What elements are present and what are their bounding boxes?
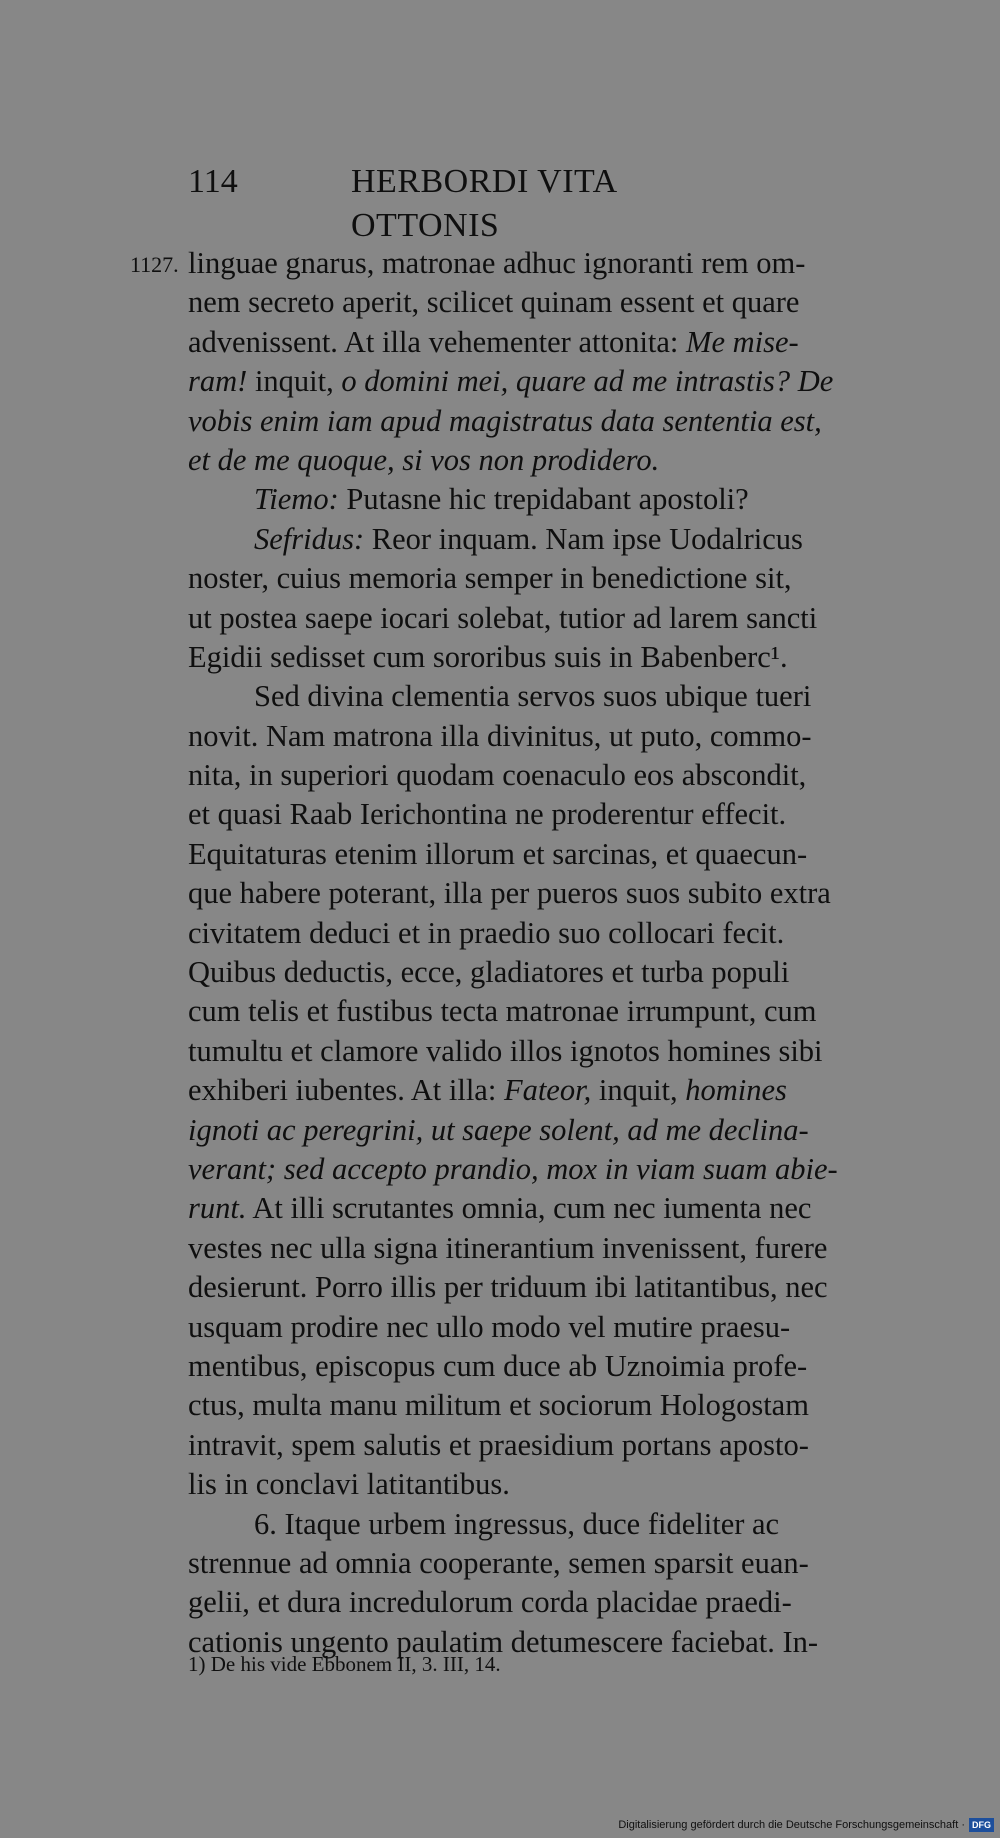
- text-segment: intravit, spem salutis et praesidium portans aposto-: [188, 1427, 809, 1462]
- text-line: [188, 1229, 918, 1268]
- italic-text: vobis enim iam apud magistratus data sententia est,: [188, 403, 822, 438]
- text-line: [188, 795, 918, 834]
- italic-text: et de me quoque, si vos non prodidero.: [188, 442, 660, 477]
- text-segment: Equitaturas etenim illorum et sarcinas, et quaecun-: [188, 836, 808, 871]
- text-segment: Sed divina clementia servos suos ubique tueri: [254, 679, 812, 714]
- text-line: [188, 1465, 918, 1504]
- text-line: [188, 914, 918, 953]
- text-segment: Egidii sedisset cum sororibus suis in Babenberc¹.: [188, 639, 788, 674]
- text-line: [188, 638, 918, 677]
- text-segment: noster, cuius memoria semper in benedictione sit,: [188, 561, 792, 596]
- text-segment: cum telis et fustibus tecta matronae irrumpunt, cum: [188, 994, 817, 1029]
- text-line: [188, 441, 918, 480]
- text-line: [188, 1032, 918, 1071]
- text-line: [188, 599, 918, 638]
- text-line: [188, 953, 918, 992]
- text-line: [188, 1505, 918, 1544]
- text-segment: exhiberi iubentes. At illa:: [188, 1073, 504, 1108]
- text-line: [188, 1347, 918, 1386]
- text-segment: mentibus, episcopus cum duce ab Uznoimia profe-: [188, 1348, 808, 1383]
- italic-text: runt.: [188, 1191, 247, 1226]
- text-segment: cationis ungento paulatim detumescere faciebat. In-: [188, 1624, 819, 1659]
- text-line: [188, 1386, 918, 1425]
- text-line: [188, 1189, 918, 1228]
- text-segment: Reor inquam. Nam ipse Uodalricus: [364, 521, 803, 556]
- scan-credit: [618, 1818, 994, 1832]
- text-segment: nem secreto aperit, scilicet quinam essent et quare: [188, 285, 800, 320]
- text-line: [188, 283, 918, 322]
- text-segment: inquit,: [591, 1073, 686, 1108]
- text-line: [188, 1583, 918, 1622]
- text-line: [188, 362, 918, 401]
- text-line: [188, 1268, 918, 1307]
- dfg-logo-icon: DFG: [969, 1818, 994, 1832]
- text-segment: lis in conclavi latitantibus.: [188, 1467, 510, 1502]
- text-line: [188, 1150, 918, 1189]
- italic-text: Me mise-: [686, 324, 799, 359]
- text-line: [188, 992, 918, 1031]
- text-line: [188, 480, 918, 519]
- text-line: [188, 717, 918, 756]
- italic-text: o domini mei, quare ad me intrastis? De: [341, 364, 834, 399]
- italic-text: Tiemo:: [254, 482, 339, 517]
- text-segment: linguae gnarus, matronae adhuc ignoranti rem om-: [188, 246, 806, 280]
- text-line: [188, 1071, 918, 1110]
- text-line: [188, 559, 918, 598]
- text-line: [188, 402, 918, 441]
- text-segment: ctus, multa manu militum et sociorum Hologostam: [188, 1388, 809, 1423]
- text-segment: strennue ad omnia cooperante, semen sparsit euan-: [188, 1545, 809, 1580]
- page-header: [188, 160, 760, 244]
- text-segment: nita, in superiori quodam coenaculo eos abscondit,: [188, 758, 807, 793]
- text-line: [188, 1111, 918, 1150]
- text-line: [188, 677, 918, 716]
- text-segment: novit. Nam matrona illa divinitus, ut puto, commo-: [188, 718, 812, 753]
- page-number: 114: [188, 163, 238, 200]
- text-segment: desierunt. Porro illis per triduum ibi latitantibus, nec: [188, 1270, 828, 1305]
- margin-year: 1127.: [130, 252, 179, 277]
- running-title: HERBORDI VITA OTTONIS: [351, 163, 616, 244]
- italic-text: ignoti ac peregrini, ut saepe solent, ad me declina-: [188, 1112, 809, 1147]
- text-segment: civitatem deduci et in praedio suo collocari fecit.: [188, 915, 785, 950]
- text-segment: usquam prodire nec ullo modo vel mutire praesu-: [188, 1309, 791, 1344]
- scan-credit-text: Digitalisierung gefördert durch die Deutsche Forschungsgemeinschaft ·: [618, 1819, 965, 1831]
- text-segment: Putasne hic trepidabant apostoli?: [338, 482, 749, 517]
- text-segment: gelii, et dura incredulorum corda placidae praedi-: [188, 1585, 792, 1620]
- text-line: [188, 835, 918, 874]
- text-segment: que habere poterant, illa per pueros suos subito extra: [188, 876, 831, 911]
- text-line: [188, 323, 918, 362]
- text-line: [188, 874, 918, 913]
- italic-text: homines: [685, 1073, 787, 1108]
- text-segment: tumultu et clamore valido illos ignotos homines sibi: [188, 1033, 823, 1068]
- text-line: [188, 520, 918, 559]
- italic-text: Fateor,: [503, 1073, 592, 1108]
- text-line: [188, 244, 918, 283]
- italic-text: verant; sed accepto prandio, mox in viam suam abie-: [188, 1151, 838, 1186]
- text-line: [188, 1308, 918, 1347]
- text-segment: et quasi Raab Ierichontina ne proderentur effecit.: [188, 797, 787, 832]
- text-segment: advenissent. At illa vehementer attonita:: [188, 324, 687, 359]
- text-line: [188, 1426, 918, 1465]
- italic-text: Sefridus:: [254, 521, 365, 556]
- text-line: [188, 1544, 918, 1583]
- text-segment: ut postea saepe iocari solebat, tutior ad larem sancti: [188, 600, 818, 635]
- text-segment: inquit,: [247, 364, 342, 399]
- text-segment: vestes nec ulla signa itinerantium invenissent, furere: [188, 1230, 828, 1265]
- text-segment: 6. Itaque urbem ingressus, duce fideliter ac: [254, 1506, 780, 1541]
- text-segment: Quibus deductis, ecce, gladiatores et turba populi: [188, 955, 790, 990]
- italic-text: ram!: [188, 364, 248, 399]
- text-segment: At illi scrutantes omnia, cum nec iumenta nec: [246, 1191, 812, 1226]
- footnote: 1) De his vide Ebbonem II, 3. III, 14.: [188, 1652, 501, 1676]
- text-line: [188, 756, 918, 795]
- body-text: [188, 244, 918, 1662]
